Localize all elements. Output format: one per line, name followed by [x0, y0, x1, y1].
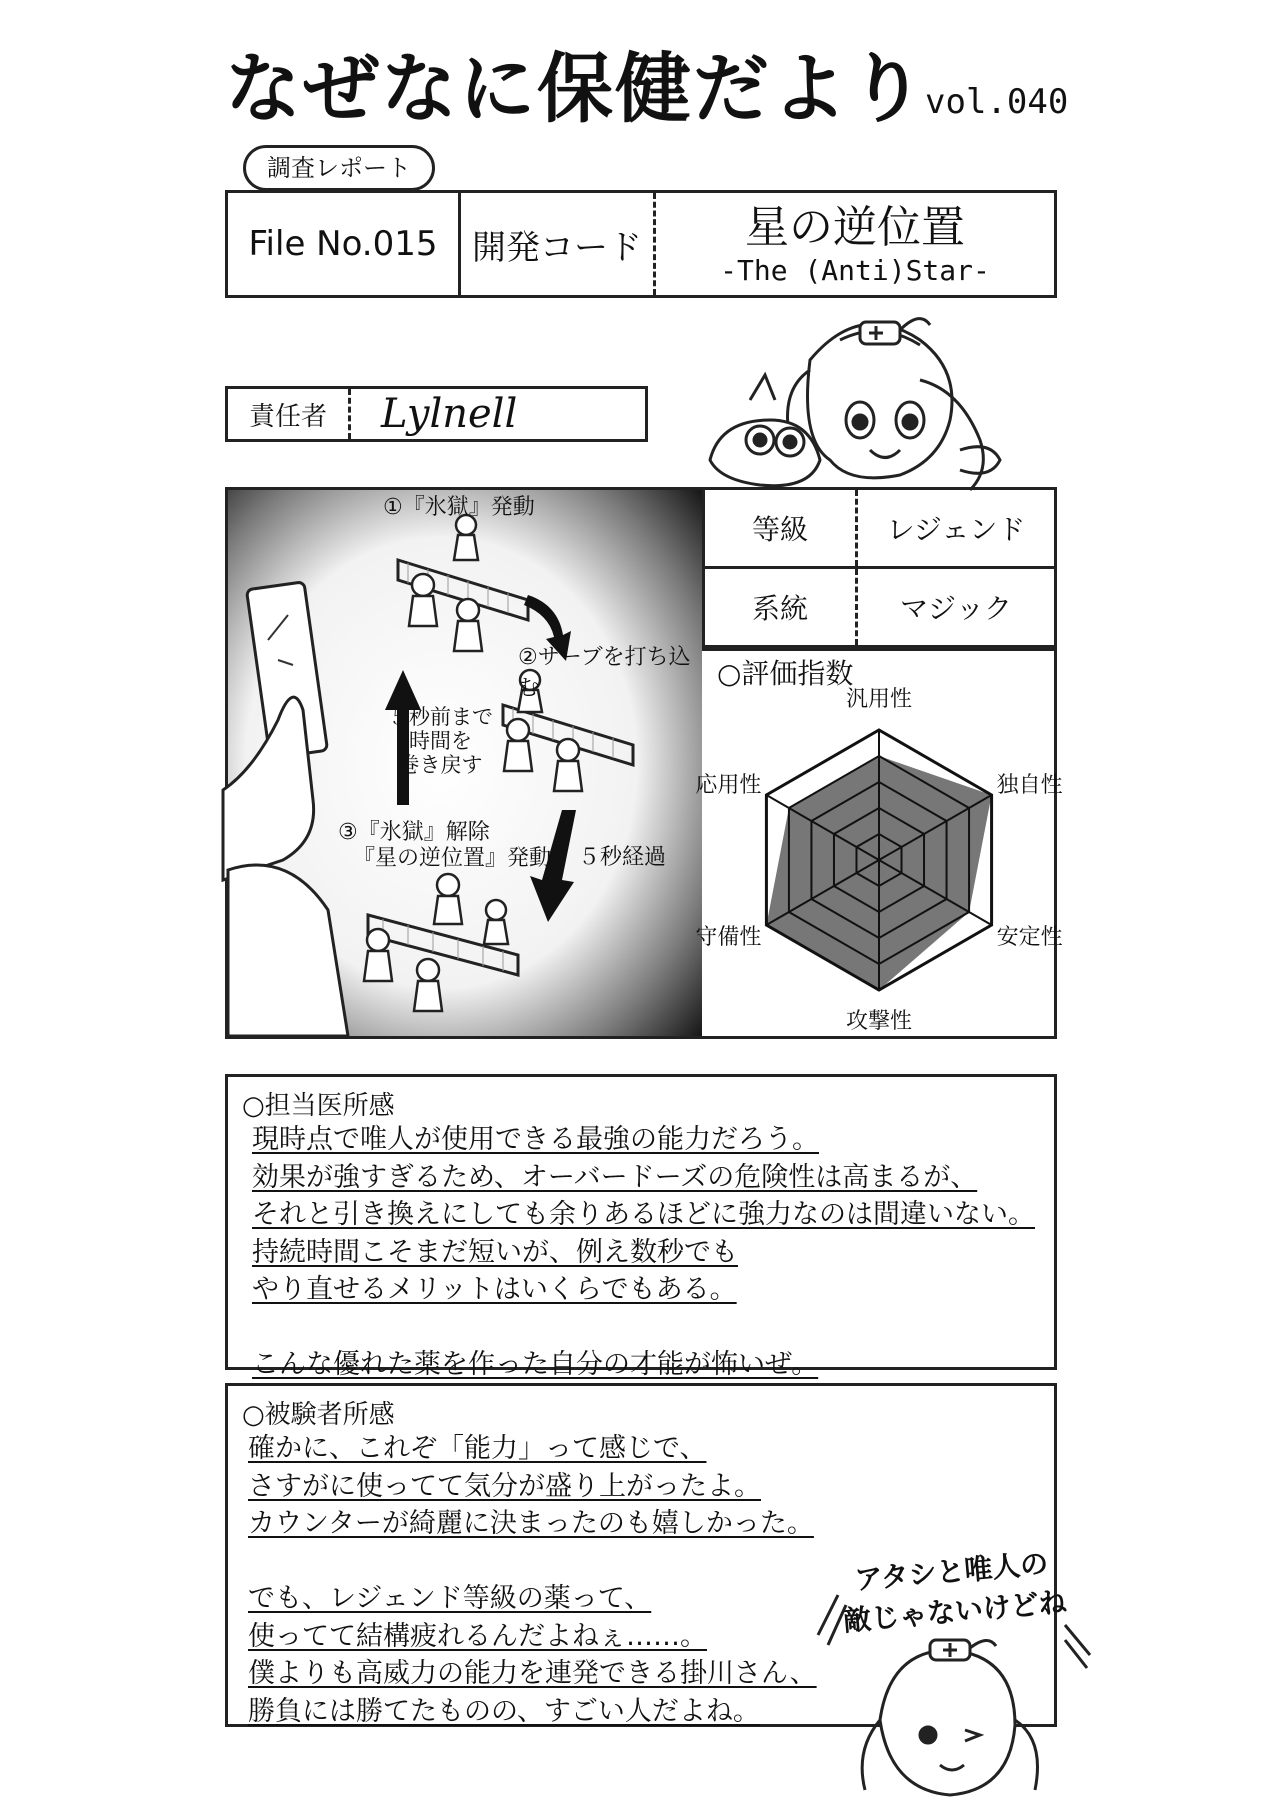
- volume-number: vol.040: [925, 82, 1069, 122]
- code-name-title: 星の逆位置: [745, 201, 965, 253]
- radar-axis-label: 攻撃性: [845, 1009, 913, 1034]
- signature: Lylnell: [381, 391, 518, 437]
- diagram-rewind: [388, 705, 493, 777]
- type-row: [705, 569, 1054, 648]
- comment-line: 効果が強すぎるため、オーバードーズの危険性は高まるが、: [252, 1161, 978, 1193]
- stats-table: [702, 487, 1057, 651]
- comment-line: カウンターが綺麗に決まったのも嬉しかった。: [248, 1508, 814, 1539]
- responsible-label: 責任者: [228, 389, 351, 439]
- comment-line: 現時点で唯人が使用できる最強の能力だろう。: [252, 1124, 819, 1155]
- code-name: [656, 193, 1054, 295]
- nurse-chibi-illustration: [850, 1630, 1050, 1800]
- evaluation-title: ○評価指数: [717, 657, 854, 690]
- diagram-rewind-line: 巻き戻す: [398, 753, 483, 777]
- code-name-subtitle: -The (Anti)Star-: [720, 253, 990, 287]
- doctor-comment-heading: ○担当医所感: [242, 1091, 395, 1121]
- radar-axis-label: 守備性: [695, 925, 762, 950]
- ability-diagram: [228, 490, 702, 1036]
- radar-axis-label: 安定性: [996, 925, 1063, 950]
- type-value: マジック: [899, 592, 1012, 625]
- radar-axis-label: 独自性: [996, 773, 1063, 798]
- comment-line: さすがに使ってて気分が盛り上がったよ。: [248, 1470, 761, 1502]
- diagram-rewind-line: ５秒前まで: [388, 705, 493, 729]
- report-label: 調査レポート: [243, 145, 435, 191]
- comment-line: 僕よりも高威力の能力を連発できる掛川さん、: [248, 1658, 817, 1689]
- newsletter-title: なぜなに保健だより: [225, 44, 927, 133]
- comment-line: 確かに、これぞ「能力」って感じで、: [248, 1433, 707, 1464]
- diagram-rewind-line: 時間を: [409, 729, 472, 753]
- file-info-box: [225, 190, 1057, 298]
- comment-line: 勝負には勝てたものの、すごい人だよね。: [248, 1695, 760, 1727]
- diagram-step3-line2: 『星の逆位置』発動: [353, 846, 552, 871]
- diagram-step2: ②サーブを打ち込む: [518, 645, 691, 701]
- speech-line: 敵じゃないけどね♪: [841, 1585, 1068, 1638]
- nurse-character-illustration: [690, 300, 1050, 490]
- doctor-comment-box: [225, 1074, 1057, 1380]
- comment-line: [252, 1309, 1035, 1347]
- diagram-step1: ①『氷獄』発動: [383, 495, 535, 520]
- grade-row: [705, 490, 1054, 569]
- comment-line: [248, 1543, 817, 1581]
- doctor-comment-lines: [252, 1121, 1035, 1384]
- emphasis-marks: [808, 1590, 848, 1650]
- diagram-step3: [338, 820, 551, 872]
- comment-line: こんな優れた薬を作った自分の才能が怖いぜ。: [252, 1349, 819, 1380]
- emphasis-marks: [1060, 1620, 1100, 1680]
- file-number: File No.015: [228, 193, 461, 295]
- speech-line: アタシと唯人の: [853, 1546, 1050, 1597]
- radar-axis-label: 応用性: [695, 773, 762, 798]
- diagram-elapsed: ５秒経過: [578, 845, 667, 870]
- grade-value: レジェンド: [886, 513, 1026, 546]
- grade-label: 等級: [705, 490, 858, 566]
- comment-line: それと引き換えにしても余りあるほどに強力なのは間違いない。: [252, 1199, 1035, 1230]
- comment-line: 持続時間こそまだ短いが、例え数秒でも: [252, 1236, 738, 1268]
- comment-line: 使ってて結構疲れるんだよねぇ……。: [248, 1620, 707, 1652]
- comment-line: やり直せるメリットはいくらでもある。: [252, 1274, 737, 1305]
- diagram-step3-line1: ③『氷獄』解除: [338, 820, 490, 845]
- radar-chart: [695, 680, 1063, 1036]
- radar-axis-label: 汎用性: [845, 687, 913, 712]
- type-label: 系統: [705, 569, 858, 645]
- subject-comment-lines: [248, 1430, 817, 1730]
- subject-comment-heading: ○被験者所感: [242, 1400, 395, 1430]
- code-label: 開発コード: [461, 193, 656, 295]
- comment-line: でも、レジェンド等級の薬って、: [248, 1583, 652, 1614]
- responsible-box: [225, 386, 648, 442]
